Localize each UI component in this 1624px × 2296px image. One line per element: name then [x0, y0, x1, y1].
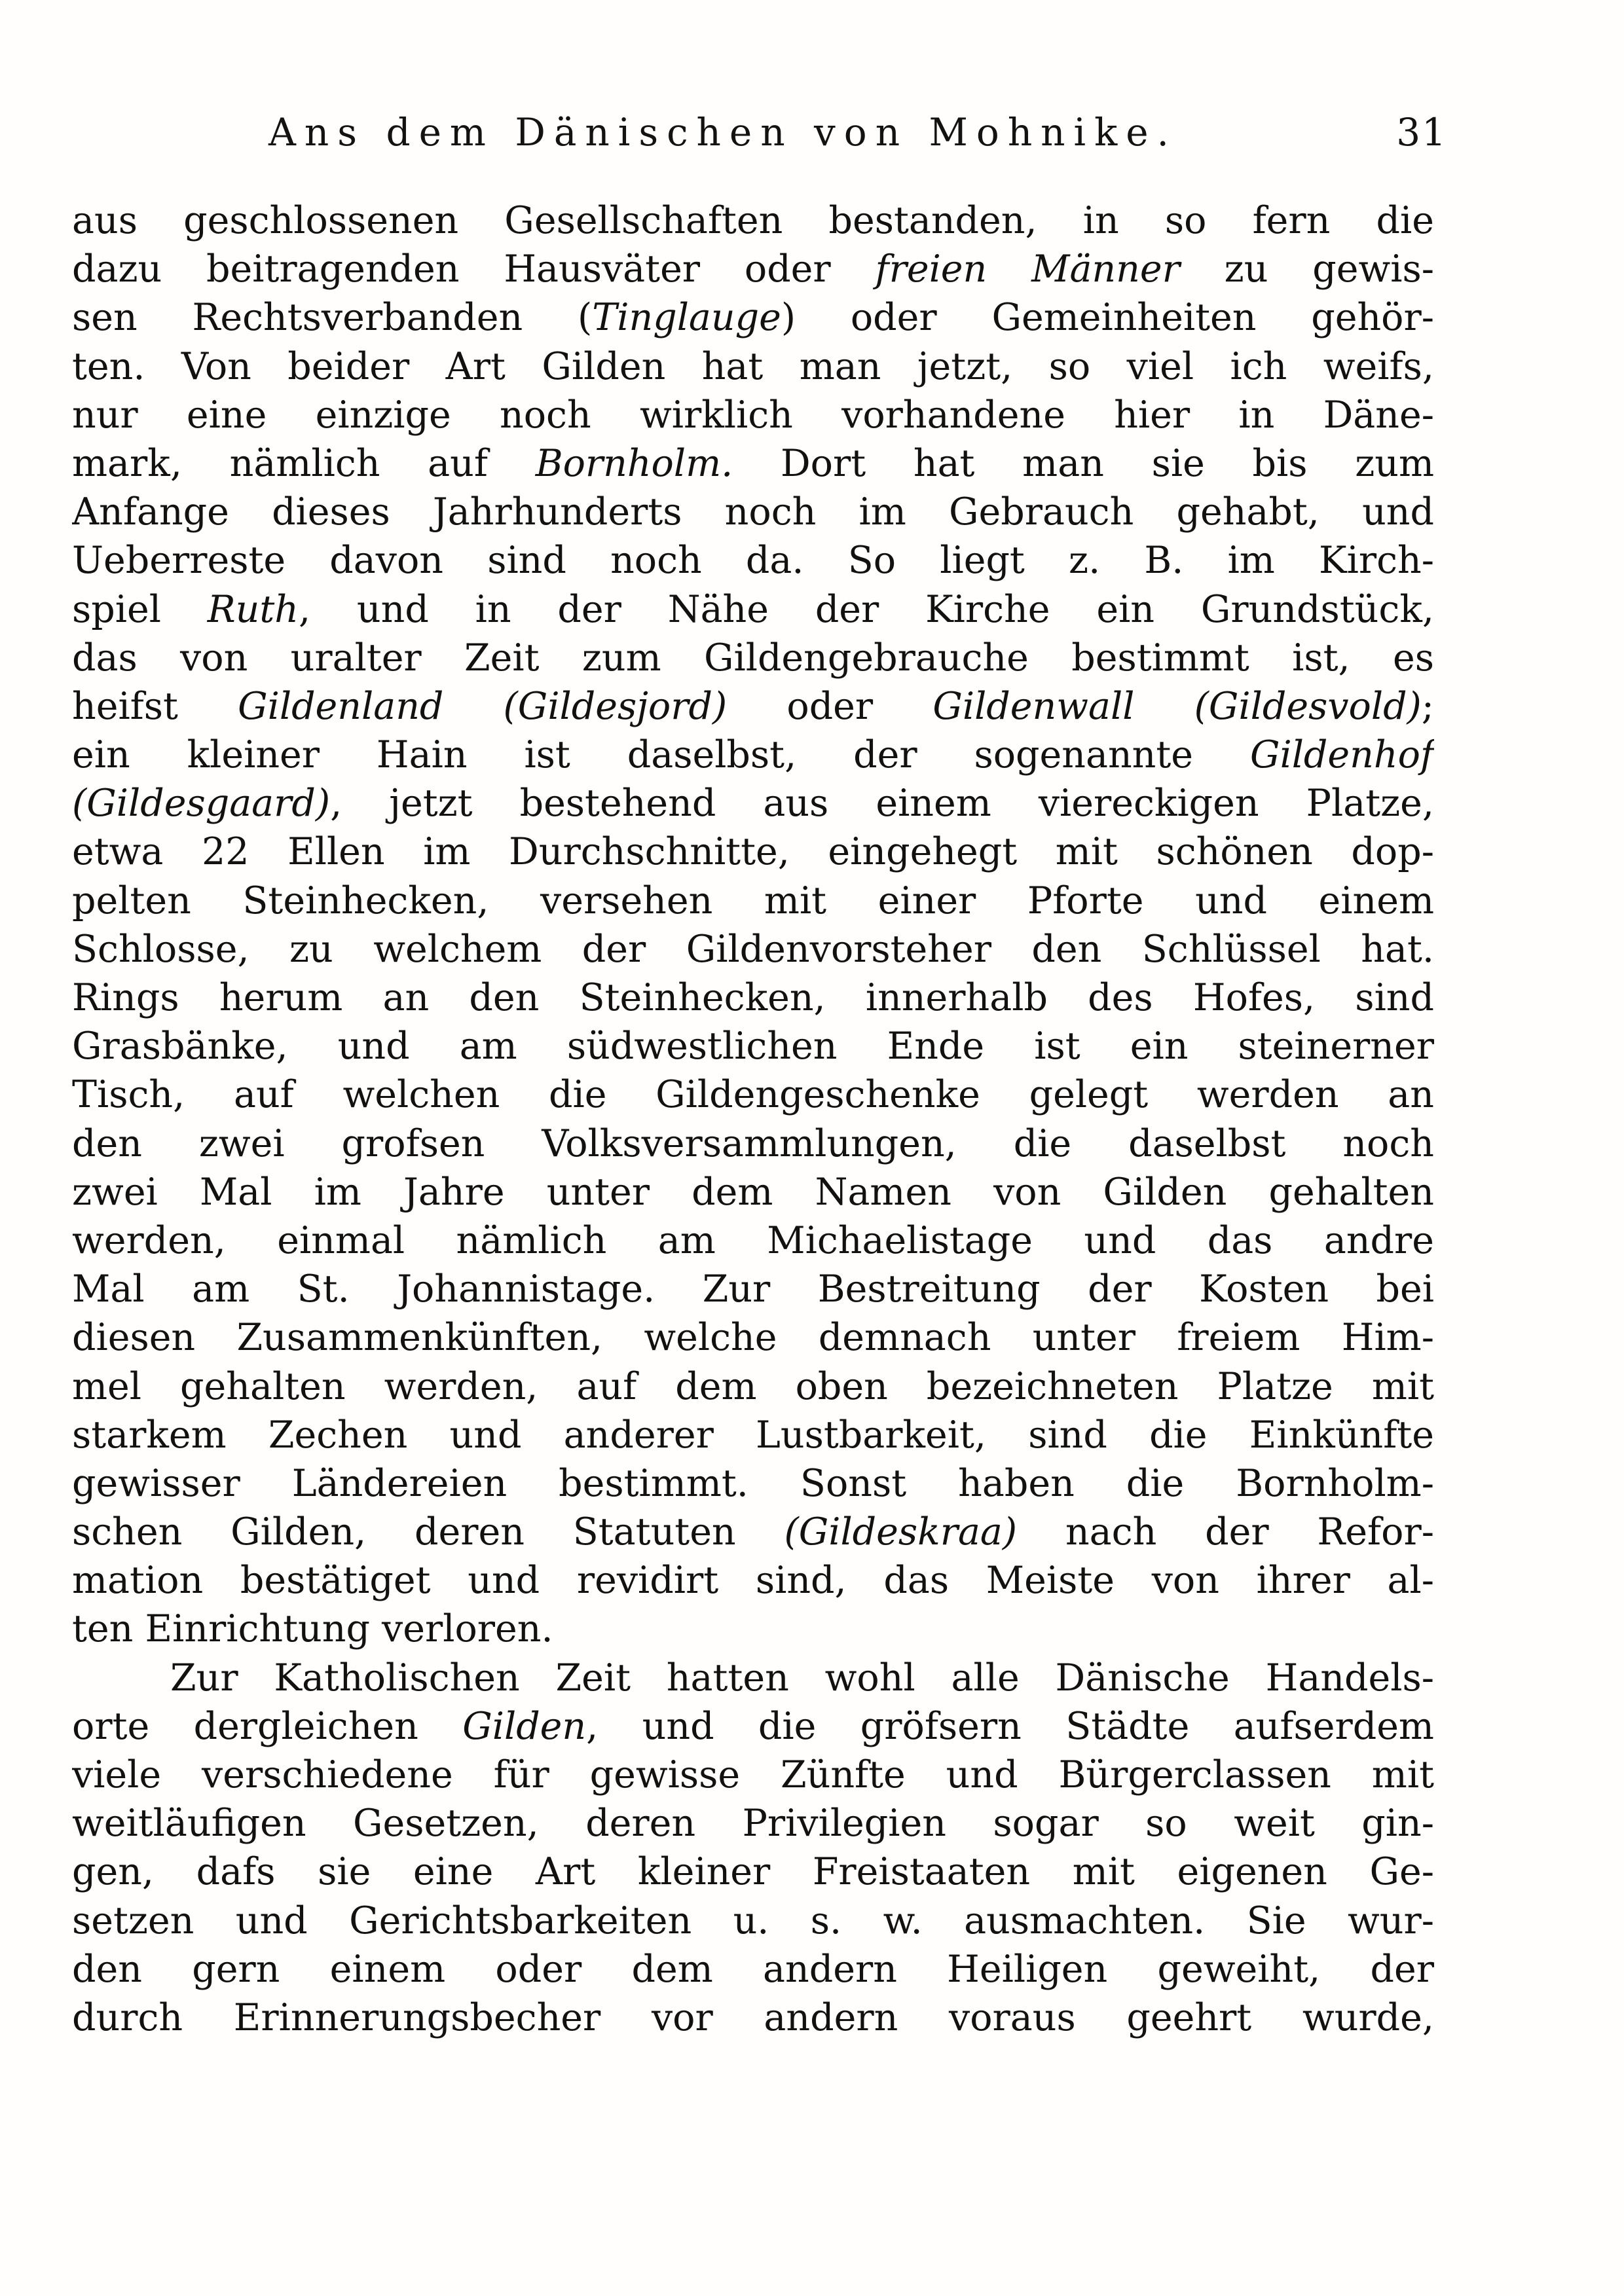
running-title: Ans dem Dänischen von Mohnike.: [268, 110, 1177, 155]
text-run: ten. Von beider Art Gilden hat man jetzt, so viel ich weifs,: [72, 344, 1434, 388]
text-run: den gern einem oder dem andern Heiligen geweiht, der: [72, 1947, 1434, 1991]
italic-term: Gildenhof: [1249, 733, 1434, 777]
text-run: zwei Mal im Jahre unter dem Namen von Gilden gehalten: [72, 1170, 1434, 1214]
italic-term: Tinglauge: [592, 296, 781, 340]
text-line: [72, 1897, 1434, 1945]
text-run: setzen und Gerichtsbarkeiten u. s. w. ausmachten. Sie wur-: [72, 1899, 1434, 1942]
text-run: ein kleiner Hain ist daselbst, der sogenannte: [72, 733, 1250, 777]
text-run: mation bestätiget und revidirt sind, das Meiste von ihrer al-: [72, 1559, 1434, 1603]
text-run: Zur Katholischen Zeit hatten wohl alle Dänische Handels-: [170, 1656, 1434, 1700]
text-run: nur eine einzige noch wirklich vorhandene hier in Däne-: [72, 393, 1434, 437]
italic-term: (Gildeskraa): [784, 1510, 1018, 1554]
text-line: [72, 1362, 1434, 1411]
text-run: aus geschlossenen Gesellschaften bestanden, in so fern die: [72, 199, 1434, 242]
text-line: [72, 342, 1434, 391]
text-line: [72, 731, 1434, 779]
text-run: orte dergleichen: [72, 1704, 463, 1748]
text-line: [72, 488, 1434, 536]
italic-term: freien Männer: [875, 247, 1180, 291]
text-run: viele verschiedene für gewisse Zünfte und Bürgerclassen mit: [72, 1753, 1434, 1796]
text-run: zu gewis-: [1179, 247, 1434, 291]
text-run: heifst: [72, 684, 238, 728]
text-run: diesen Zusammenkünften, welche demnach unter freiem Him-: [72, 1316, 1434, 1360]
text-run: ) oder Gemeinheiten gehör-: [781, 296, 1434, 340]
running-head: [164, 110, 1447, 169]
text-line: [72, 196, 1434, 245]
text-line: [72, 682, 1434, 731]
text-line: [72, 1313, 1434, 1362]
italic-term: Gildenland (Gildesjord): [238, 684, 728, 728]
text-run: mark, nämlich auf: [72, 441, 536, 485]
text-run: spiel: [72, 587, 208, 631]
text-run: Mal am St. Johannistage. Zur Bestreitung der Kosten bei: [72, 1267, 1434, 1311]
text-run: Dort hat man sie bis zum: [733, 441, 1434, 485]
text-run: den zwei grofsen Volksversammlungen, die daselbst noch: [72, 1121, 1434, 1165]
text-run: pelten Steinhecken, versehen mit einer Pforte und einem: [72, 879, 1434, 922]
text-line: [72, 1945, 1434, 1994]
text-line: [72, 1605, 1434, 1653]
italic-term: Gilden: [462, 1704, 587, 1748]
text-line: [72, 1702, 1434, 1751]
text-line: [72, 1994, 1434, 2042]
text-line: [72, 1751, 1434, 1799]
text-line: [72, 1556, 1434, 1605]
text-run: Ueberreste davon sind noch da. So liegt z. B. im Kirch-: [72, 539, 1434, 583]
text-line: [72, 1508, 1434, 1556]
text-line: [72, 828, 1434, 876]
text-run: etwa 22 Ellen im Durchschnitte, eingehegt mit schönen dop-: [72, 830, 1434, 874]
text-line: [72, 1799, 1434, 1848]
text-run: Anfange dieses Jahrhunderts noch im Gebrauch gehabt, und: [72, 490, 1434, 534]
text-line: [72, 391, 1434, 439]
text-run: dazu beitragenden Hausväter oder: [72, 247, 876, 291]
text-line: [72, 1459, 1434, 1508]
text-run: , jetzt bestehend aus einem viereckigen Platze,: [330, 782, 1434, 826]
text-line: [72, 439, 1434, 488]
text-run: mel gehalten werden, auf dem oben bezeichneten Platze mit: [72, 1364, 1434, 1408]
italic-term: Ruth: [207, 587, 299, 631]
text-line: [72, 974, 1434, 1022]
text-line: [72, 634, 1434, 682]
text-line: [72, 585, 1434, 634]
italic-term: (Gildesgaard): [72, 782, 331, 826]
text-run: schen Gilden, deren Statuten: [72, 1510, 784, 1554]
text-line: [72, 1022, 1434, 1070]
text-run: Rings herum an den Steinhecken, innerhalb des Hofes, sind: [72, 976, 1434, 1019]
text-run: Schlosse, zu welchem der Gildenvorsteher den Schlüssel hat.: [72, 927, 1434, 971]
page-number: 31: [1396, 110, 1447, 155]
body-text: [72, 196, 1434, 2042]
text-line: [72, 1265, 1434, 1313]
text-run: Grasbänke, und am südwestlichen Ende ist ein steinerner: [72, 1025, 1434, 1068]
text-run: ;: [1421, 684, 1434, 728]
text-run: gen, dafs sie eine Art kleiner Freistaaten mit eigenen Ge-: [72, 1850, 1434, 1894]
italic-term: Gildenwall (Gildesvold): [932, 684, 1422, 728]
text-run: Tisch, auf welchen die Gildengeschenke gelegt werden an: [72, 1073, 1434, 1117]
text-run: gewisser Ländereien bestimmt. Sonst haben die Bornholm-: [72, 1461, 1434, 1505]
text-run: das von uralter Zeit zum Gildengebrauche bestimmt ist, es: [72, 636, 1434, 680]
text-line: [72, 1411, 1434, 1459]
text-run: werden, einmal nämlich am Michaelistage und das andre: [72, 1218, 1434, 1262]
text-run: starkem Zechen und anderer Lustbarkeit, sind die Einkünfte: [72, 1413, 1434, 1457]
text-run: weitläufigen Gesetzen, deren Privilegien sogar so weit gin-: [72, 1802, 1434, 1846]
text-run: ten Einrichtung verloren.: [72, 1607, 553, 1651]
text-line: [72, 925, 1434, 974]
text-line: [72, 1120, 1434, 1168]
text-line: [72, 877, 1434, 925]
text-line: [72, 293, 1434, 342]
text-run: oder: [727, 684, 933, 728]
text-run: , und in der Nähe der Kirche ein Grundstück,: [299, 587, 1434, 631]
text-run: durch Erinnerungsbecher vor andern voraus geehrt wurde,: [72, 1995, 1434, 2039]
text-run: sen Rechtsverbanden (: [72, 296, 593, 340]
text-line: [72, 1848, 1434, 1896]
italic-term: Bornholm.: [535, 441, 733, 485]
text-line: [72, 1168, 1434, 1216]
text-line: [72, 245, 1434, 293]
text-line: [72, 1070, 1434, 1119]
text-line: [72, 536, 1434, 585]
text-line: [72, 1216, 1434, 1265]
text-run: nach der Refor-: [1017, 1510, 1434, 1554]
text-line: [72, 779, 1434, 828]
text-run: , und die gröfsern Städte aufserdem: [586, 1704, 1434, 1748]
text-line: [72, 1654, 1434, 1702]
